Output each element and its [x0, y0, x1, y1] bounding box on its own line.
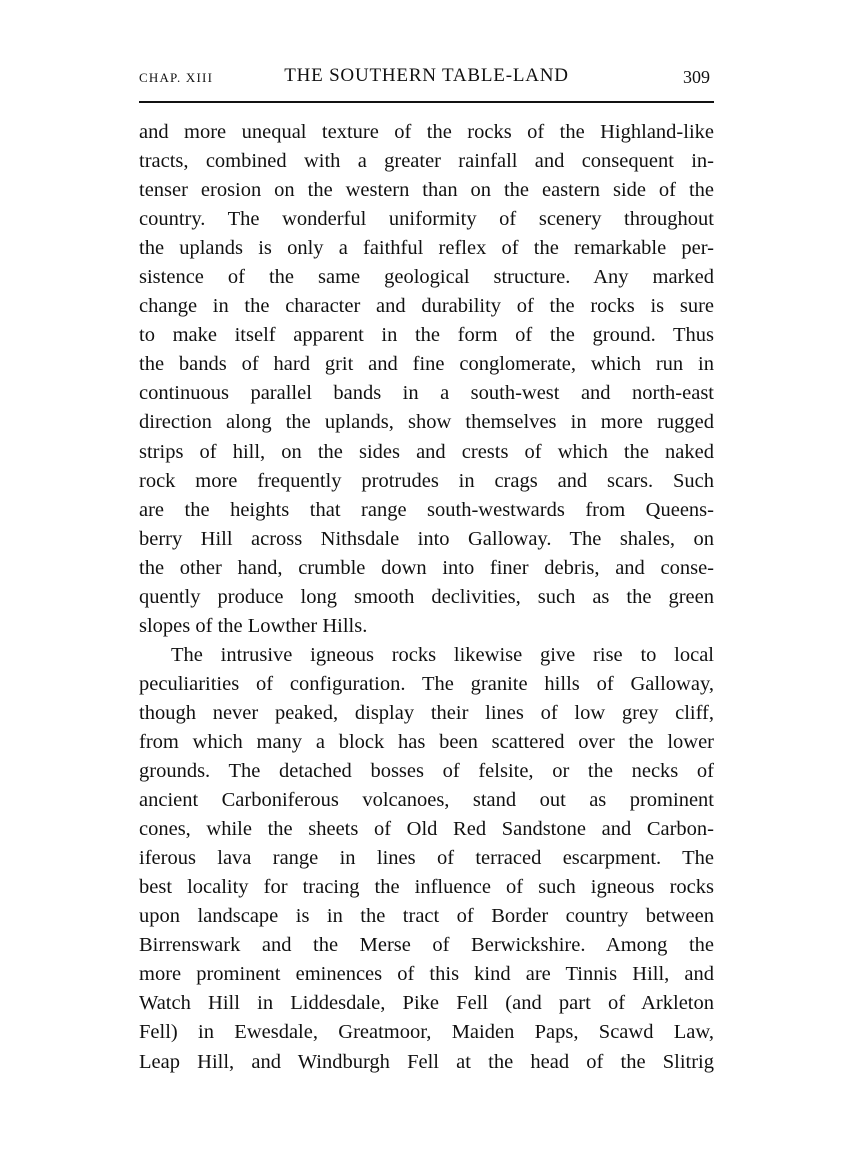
text-line: country. The wonderful uniformity of scenery throughout — [139, 208, 714, 231]
chapter-label: CHAP. XIII — [139, 70, 214, 85]
page-number: 309 — [683, 67, 710, 87]
text-line: continuous parallel bands in a south-west and north-east — [139, 382, 714, 405]
text-line: berry Hill across Nithsdale into Galloway. The shales, on — [139, 527, 714, 550]
text-line: tracts, combined with a greater rainfall and consequent in- — [139, 150, 714, 173]
paragraph — [139, 641, 714, 1077]
text-line: Watch Hill in Liddesdale, Pike Fell (and part of Arkleton — [139, 992, 714, 1015]
text-line: the bands of hard grit and fine conglomerate, which run in — [139, 353, 714, 376]
text-line: the other hand, crumble down into finer debris, and conse- — [139, 556, 714, 579]
text-line: to make itself apparent in the form of the ground. Thus — [139, 324, 714, 347]
text-line: the uplands is only a faithful reflex of the remarkable per- — [139, 237, 714, 260]
text-line: and more unequal texture of the rocks of the Highland-like — [139, 121, 714, 143]
text-line: grounds. The detached bosses of felsite, or the necks of — [139, 760, 714, 783]
text-line: are the heights that range south-westwards from Queens- — [139, 498, 714, 521]
text-line: Birrenswark and the Merse of Berwickshire. Among the — [139, 934, 714, 957]
text-line: best locality for tracing the influence of such igneous rocks — [139, 876, 714, 899]
text-line: Fell) in Ewesdale, Greatmoor, Maiden Paps, Scawd Law, — [139, 1021, 714, 1044]
text-line: upon landscape is in the tract of Border country between — [139, 905, 714, 928]
header-rule — [139, 101, 714, 103]
text-line: iferous lava range in lines of terraced escarpment. The — [139, 847, 714, 870]
text-line: ancient Carboniferous volcanoes, stand out as prominent — [139, 789, 714, 812]
text-line: quently produce long smooth declivities, such as the green — [139, 585, 714, 608]
text-line: from which many a block has been scattered over the lower — [139, 730, 714, 753]
text-line: tenser erosion on the western than on the eastern side of the — [139, 179, 714, 202]
text-line: sistence of the same geological structure. Any marked — [139, 266, 714, 289]
body-text — [139, 118, 714, 1077]
text-line: The intrusive igneous rocks likewise give rise to local — [171, 643, 714, 666]
running-header — [139, 62, 714, 98]
text-line: Leap Hill, and Windburgh Fell at the head of the Slitrig — [139, 1050, 714, 1073]
text-line: rock more frequently protrudes in crags and scars. Such — [139, 469, 714, 492]
text-line: direction along the uplands, show themselves in more rugged — [139, 411, 714, 434]
text-line: slopes of the Lowther Hills. — [139, 614, 368, 637]
paragraph — [139, 118, 714, 641]
text-line: change in the character and durability of the rocks is sure — [139, 295, 714, 318]
text-line: more prominent eminences of this kind are Tinnis Hill, and — [139, 963, 714, 986]
running-title: THE SOUTHERN TABLE-LAND — [284, 65, 569, 86]
text-line: cones, while the sheets of Old Red Sandstone and Carbon- — [139, 818, 714, 841]
text-line: peculiarities of configuration. The granite hills of Galloway, — [139, 672, 714, 695]
text-line: though never peaked, display their lines of low grey cliff, — [139, 701, 714, 724]
text-line: strips of hill, on the sides and crests of which the naked — [139, 440, 714, 463]
